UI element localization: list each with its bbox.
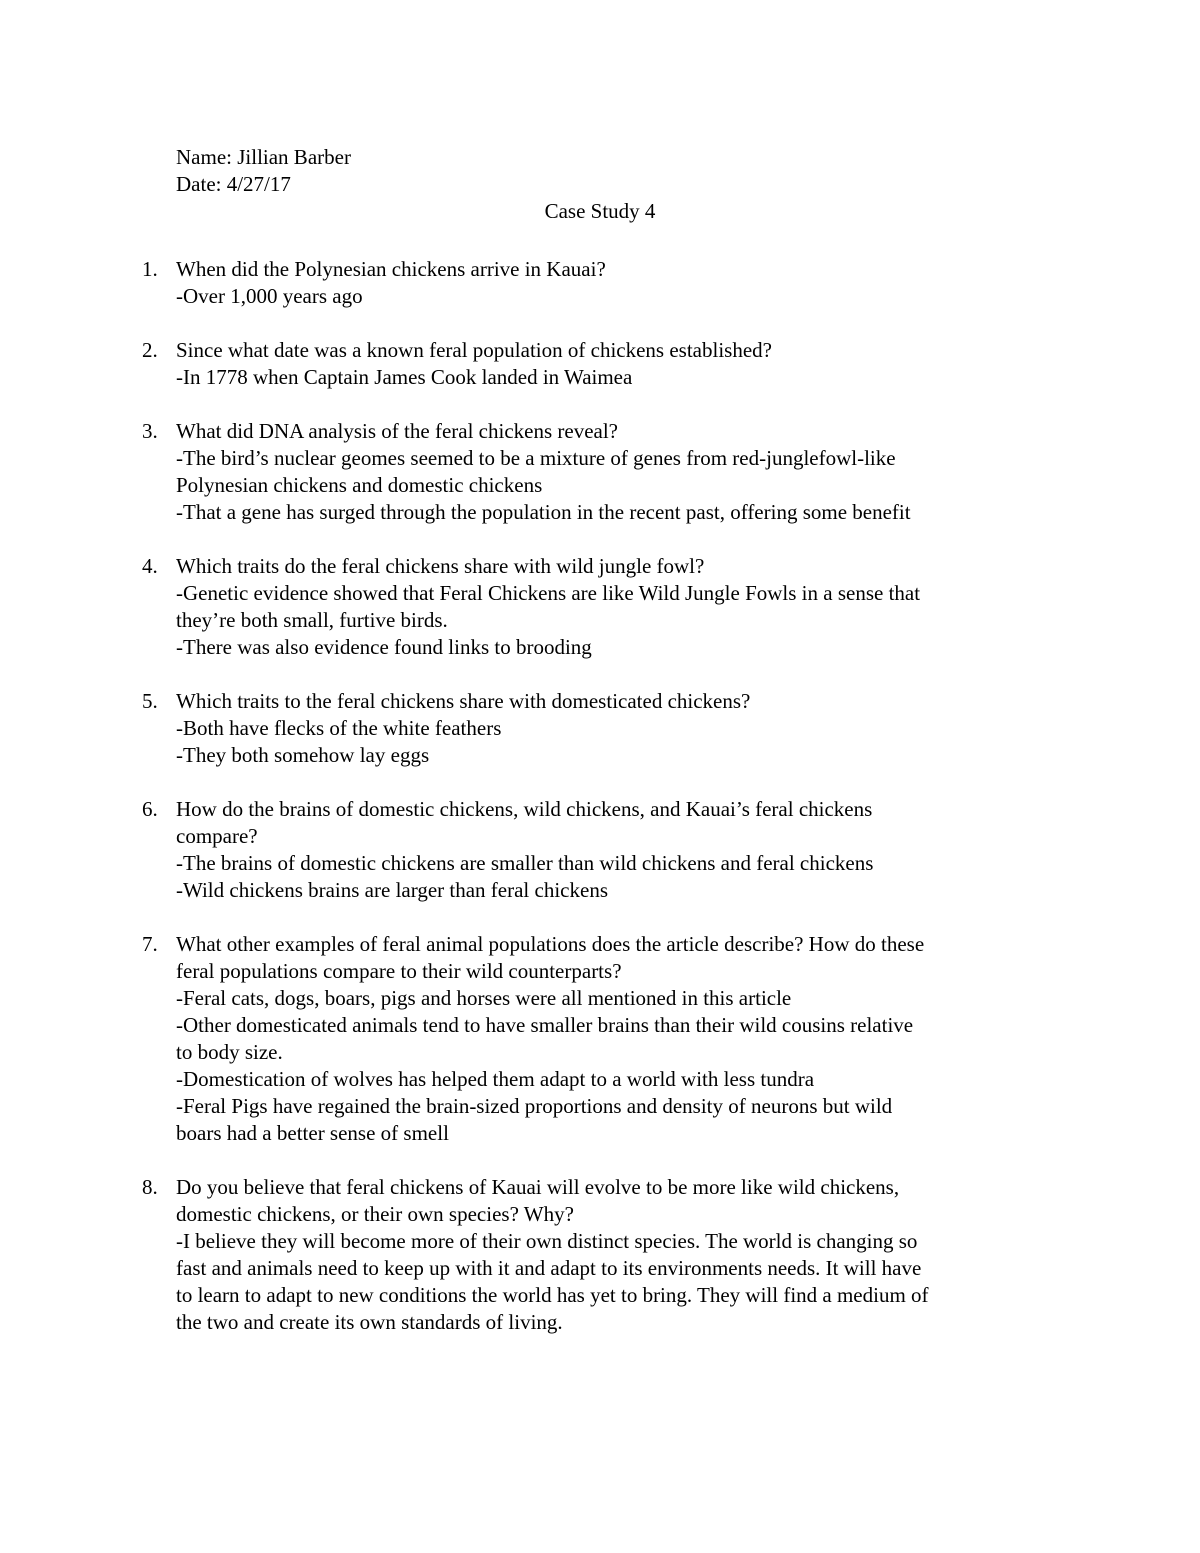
question-text: compare? [176, 824, 258, 848]
assignment-date: Date: 4/27/17 [176, 172, 291, 196]
question-number: 7. [142, 932, 158, 956]
question-text: What did DNA analysis of the feral chickens reveal? [176, 419, 618, 443]
answer-text: Polynesian chickens and domestic chickens [176, 473, 543, 497]
question-body [176, 553, 1036, 661]
question-number: 2. [142, 338, 158, 362]
answer-text: -Domestication of wolves has helped them adapt to a world with less tundra [176, 1067, 815, 1091]
answer-text: -Other domesticated animals tend to have smaller brains than their wild cousins relative [176, 1013, 914, 1037]
question-number: 6. [142, 797, 158, 821]
answer-text: to body size. [176, 1040, 283, 1064]
question-body [176, 688, 1036, 769]
answer-text: they’re both small, furtive birds. [176, 608, 448, 632]
answer-text: fast and animals need to keep up with it and adapt to its environments needs. It will have [176, 1256, 922, 1280]
question-number: 3. [142, 419, 158, 443]
question-number: 5. [142, 689, 158, 713]
question-body [176, 337, 1036, 391]
answer-text: -They both somehow lay eggs [176, 743, 430, 767]
answer-text: to learn to adapt to new conditions the world has yet to bring. They will find a medium of [176, 1283, 929, 1307]
question-text: domestic chickens, or their own species? Why? [176, 1202, 574, 1226]
question-number: 4. [142, 554, 158, 578]
answer-text: -Feral Pigs have regained the brain-sized proportions and density of neurons but wild [176, 1094, 893, 1118]
question-text: How do the brains of domestic chickens, wild chickens, and Kauai’s feral chickens [176, 797, 873, 821]
answer-text: -Feral cats, dogs, boars, pigs and horses were all mentioned in this article [176, 986, 792, 1010]
answer-text: -There was also evidence found links to brooding [176, 635, 592, 659]
question-body [176, 256, 1036, 310]
answer-text: -Genetic evidence showed that Feral Chickens are like Wild Jungle Fowls in a sense that [176, 581, 921, 605]
student-name: Name: Jillian Barber [176, 145, 351, 169]
document-title-text: Case Study 4 [544, 199, 656, 223]
question-body [176, 931, 1036, 1147]
answer-text: -The brains of domestic chickens are smaller than wild chickens and feral chickens [176, 851, 874, 875]
header-block [176, 144, 351, 198]
answer-text: -That a gene has surged through the population in the recent past, offering some benefit [176, 500, 911, 524]
answer-text: -The bird’s nuclear geomes seemed to be a mixture of genes from red-junglefowl-like [176, 446, 896, 470]
question-body [176, 796, 1036, 904]
answer-text: boars had a better sense of smell [176, 1121, 449, 1145]
answer-text: -In 1778 when Captain James Cook landed in Waimea [176, 365, 633, 389]
question-text: Which traits do the feral chickens share with wild jungle fowl? [176, 554, 705, 578]
answer-text: the two and create its own standards of living. [176, 1310, 563, 1334]
question-number: 8. [142, 1175, 158, 1199]
question-text: What other examples of feral animal populations does the article describe? How do these [176, 932, 925, 956]
answer-text: -Over 1,000 years ago [176, 284, 363, 308]
question-body [176, 418, 1036, 526]
answer-text: -I believe they will become more of their own distinct species. The world is changing so [176, 1229, 918, 1253]
question-text: Do you believe that feral chickens of Kauai will evolve to be more like wild chickens, [176, 1175, 900, 1199]
question-text: When did the Polynesian chickens arrive in Kauai? [176, 257, 606, 281]
question-text: feral populations compare to their wild counterparts? [176, 959, 622, 983]
question-text: Which traits to the feral chickens share with domesticated chickens? [176, 689, 751, 713]
question-number: 1. [142, 257, 158, 281]
document-title [0, 198, 1200, 225]
answer-text: -Both have flecks of the white feathers [176, 716, 502, 740]
question-text: Since what date was a known feral population of chickens established? [176, 338, 772, 362]
question-body [176, 1174, 1036, 1336]
answer-text: -Wild chickens brains are larger than feral chickens [176, 878, 608, 902]
